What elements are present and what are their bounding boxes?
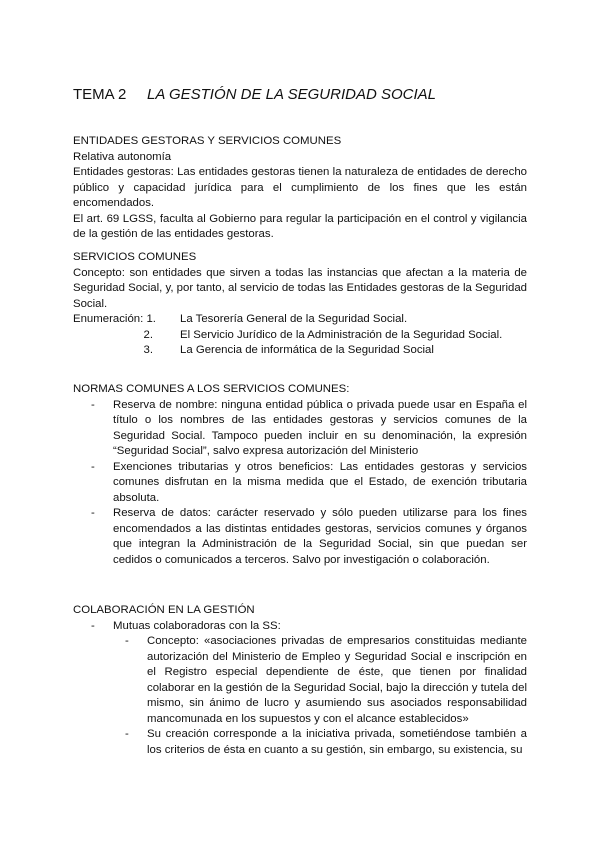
list-item: - Exenciones tributarias y otros beneficios: Las entidades gestoras y servicios comunes disfrutan en la misma medida que el Estado, de exención tributaria absoluta.	[91, 460, 527, 507]
sublist-item: - Concepto: «asociaciones privadas de empresarios constituidas mediante autorización del Ministerio de Empleo y Seguridad Social e inscripción en el Registro especial dependiente de éste, que tienen por finalidad colaborar en la gestión de la Seguridad Social, bajo la dirección y tutela del mismo, sin ánimo de lucro y asumiendo sus asociados responsabilidad mancomunada en los supuestos y con el alcance establecidos»	[125, 634, 527, 727]
normas-list	[73, 398, 527, 569]
topic-number: TEMA 2	[73, 86, 127, 103]
list-item: - Reserva de nombre: ninguna entidad pública o privada puede usar en España el título o los nombres de las entidades gestoras y servicios comunes de la Seguridad Social. Tampoco pueden incluir en su denominación, la expresión “Seguridad Social”, salvo expresa autorización del Ministerio	[91, 398, 527, 460]
section-heading: NORMAS COMUNES A LOS SERVICIOS COMUNES:	[73, 383, 350, 395]
section-entidades-gestoras	[73, 134, 527, 243]
section-heading: SERVICIOS COMUNES	[73, 251, 197, 263]
topic-name: LA GESTIÓN DE LA SEGURIDAD SOCIAL	[147, 86, 436, 103]
enumeration-row	[73, 343, 527, 359]
section-heading: ENTIDADES GESTORAS Y SERVICIOS COMUNES	[73, 135, 342, 147]
paragraph: Concepto: son entidades que sirven a todas las instancias que afectan a la materia de Seguridad Social, y, por tanto, al servicio de todas las Entidades gestoras de la Seguridad Social.	[73, 266, 527, 310]
sublist-item: - Su creación corresponde a la iniciativa privada, sometiéndose también a los criterios de ésta en cuanto a su gestión, sin embargo, su existencia, su	[125, 727, 527, 758]
enumeration-number: 3.	[143, 344, 153, 356]
section-subheading: Relativa autonomía	[73, 150, 172, 163]
enumeration-item: La Gerencia de informática de la Seguridad Social	[180, 344, 434, 356]
section-servicios-comunes	[73, 250, 527, 359]
section-normas-comunes	[73, 382, 527, 568]
section-heading: COLABORACIÓN EN LA GESTIÓN	[73, 604, 255, 616]
enumeration-label: Enumeración: 1.	[73, 313, 156, 325]
section-colaboracion	[73, 603, 527, 758]
paragraph: El art. 69 LGSS, faculta al Gobierno para regular la participación en el control y vigilancia de la gestión de las entidades gestoras.	[73, 212, 527, 240]
page-title	[73, 86, 436, 103]
enumeration-row	[73, 312, 527, 328]
mutuas-sublist	[73, 634, 527, 758]
list-item: - Mutuas colaboradoras con la SS:	[91, 619, 527, 635]
enumeration-number: 2.	[143, 328, 153, 341]
colaboracion-list	[73, 619, 527, 635]
enumeration-item: El Servicio Jurídico de la Administración de la Seguridad Social.	[180, 328, 503, 341]
enumeration-item: La Tesorería General de la Seguridad Social.	[180, 313, 408, 325]
list-item: - Reserva de datos: carácter reservado y sólo pueden utilizarse para los fines encomendados a las distintas entidades gestoras, servicios comunes y órganos que integran la Administración de la Seguridad Social, sin que puedan ser cedidos o comunicados a terceros. Salvo por investigación o colaboración.	[91, 506, 527, 568]
paragraph: Entidades gestoras: Las entidades gestoras tienen la naturaleza de entidades de derecho público y capacidad jurídica para el cumplimiento de los fines que les están encomendados.	[73, 166, 527, 209]
enumeration-row	[73, 328, 527, 344]
